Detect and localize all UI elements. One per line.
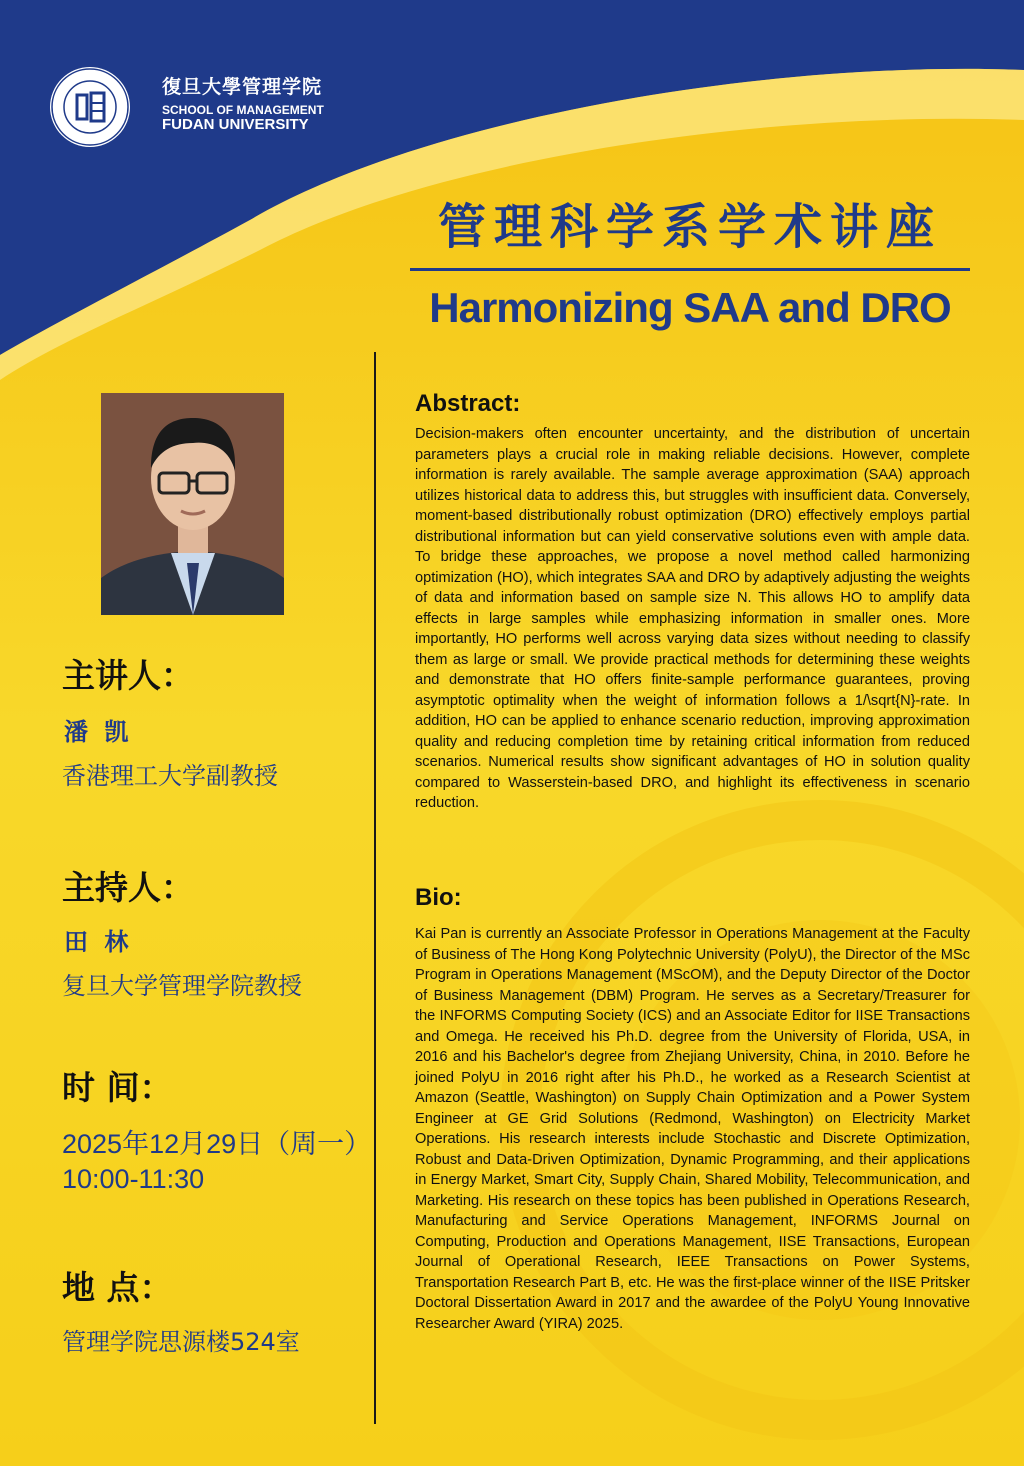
lecture-title: Harmonizing SAA and DRO xyxy=(429,284,951,331)
speaker-label: 主讲人： xyxy=(62,656,194,695)
host-name: 田 林 xyxy=(64,928,133,956)
title-divider xyxy=(410,268,970,271)
abstract-heading: Abstract: xyxy=(415,390,521,417)
column-divider xyxy=(374,352,376,1424)
event-location: 管理学院思源楼524室 xyxy=(62,1328,300,1356)
fudan-logo xyxy=(48,65,132,149)
speaker-affiliation: 香港理工大学副教授 xyxy=(62,762,278,790)
host-affiliation: 复旦大学管理学院教授 xyxy=(62,972,302,1000)
fudan-seal-icon xyxy=(48,65,132,149)
abstract-text: Decision-makers often encounter uncertainty, and the distribution of uncertain parameters plays a crucial role in making reliable decisions. However, complete information is rarely available. The sample average approximation (SAA) approach utilizes historical data to address this, but struggles with insufficient data. Conversely, moment-based distributionally robust optimization (DRO) effectively employs partial distributional information but can yield conservative solutions even with ample data. To bridge these approaches, we propose a novel method called harmonizing optimization (HO), which integrates SAA and DRO by adaptively adjusting the weights of data and information based on sample size N. This allows HO to amplify data effects in large samples while emphasizing information in smaller ones. More importantly, HO performs well across varying data sizes without needing to classify them as large or small. We provide practical methods for determining these weights and demonstrate that HO offers finite-sample performance guarantees, proving asymptotic optimality when the weight of information follows a 1/\sqrt{N}-rate. In addition, HO can be applied to enhance scenario reduction, improving approximation quality and reducing completion time by retaining critical information from reduced scenarios. Numerical results show significant advantages of HO in solution quality compared to Wasserstein-based DRO, and highlight its effectiveness in scenario reduction. xyxy=(415,426,970,811)
time-label: 时 间： xyxy=(62,1068,173,1107)
event-date: 2025年12月29日（周一） xyxy=(62,1129,372,1159)
speaker-portrait-icon xyxy=(101,393,284,615)
host-label: 主持人： xyxy=(62,868,194,907)
bio-heading: Bio: xyxy=(415,884,462,911)
bio-text: Kai Pan is currently an Associate Professor in Operations Management at the Faculty of Business of The Hong Kong Polytechnic University (PolyU), the Director of the MSc Program in Operations Management (MScOM), and the Deputy Director of the Doctor of Business Management (DBM) Program. He serves as a Secretary/Treasurer for the INFORMS Computing Society (ICS) and an Associate Editor for IISE Transactions and Omega. He received his Ph.D. degree from the University of Florida, USA, in 2016 and his Bachelor's degree from Zhejiang University, China, in 2010. Before he joined PolyU in 2016 right after his Ph.D., he worked as a Research Scientist at Amazon (Seattle, Washington) on Supply Chain Optimization and a Power System Engineer at GE Grid Solutions (Redmond, Washington) on Electricity Market Operations. His research interests include Stochastic and Discrete Optimization, Robust and Data-Driven Optimization, Dynamic Programming, and their applications in Energy Market, Smart City, Supply Chain, Shared Mobility, Telecommunication, and Marketing. His research on these topics has been published in Operations Research, Manufacturing and Service Operations Management, INFORMS Journal on Computing, Production and Operations Management, IISE Transactions, European Journal of Operational Research, IEEE Transactions on Power Systems, Transportation Research Part B, etc. He was the first-place winner of the IISE Pritsker Doctoral Dissertation Award in 2017 and the awardee of the PolyU Young Innovative Researcher Award (YIRA) 2025. xyxy=(415,926,970,1332)
school-name-en: SCHOOL OF MANAGEMENT xyxy=(162,103,324,117)
speaker-name: 潘 凯 xyxy=(64,718,133,746)
school-name-cn: 復旦大學管理学院 xyxy=(162,76,323,98)
event-hours: 10:00-11:30 xyxy=(62,1164,205,1194)
location-label: 地 点： xyxy=(62,1268,173,1307)
speaker-photo xyxy=(101,393,284,615)
lecture-series-title: 管理科学系学术讲座 xyxy=(437,199,942,255)
university-name-en: FUDAN UNIVERSITY xyxy=(162,116,309,133)
